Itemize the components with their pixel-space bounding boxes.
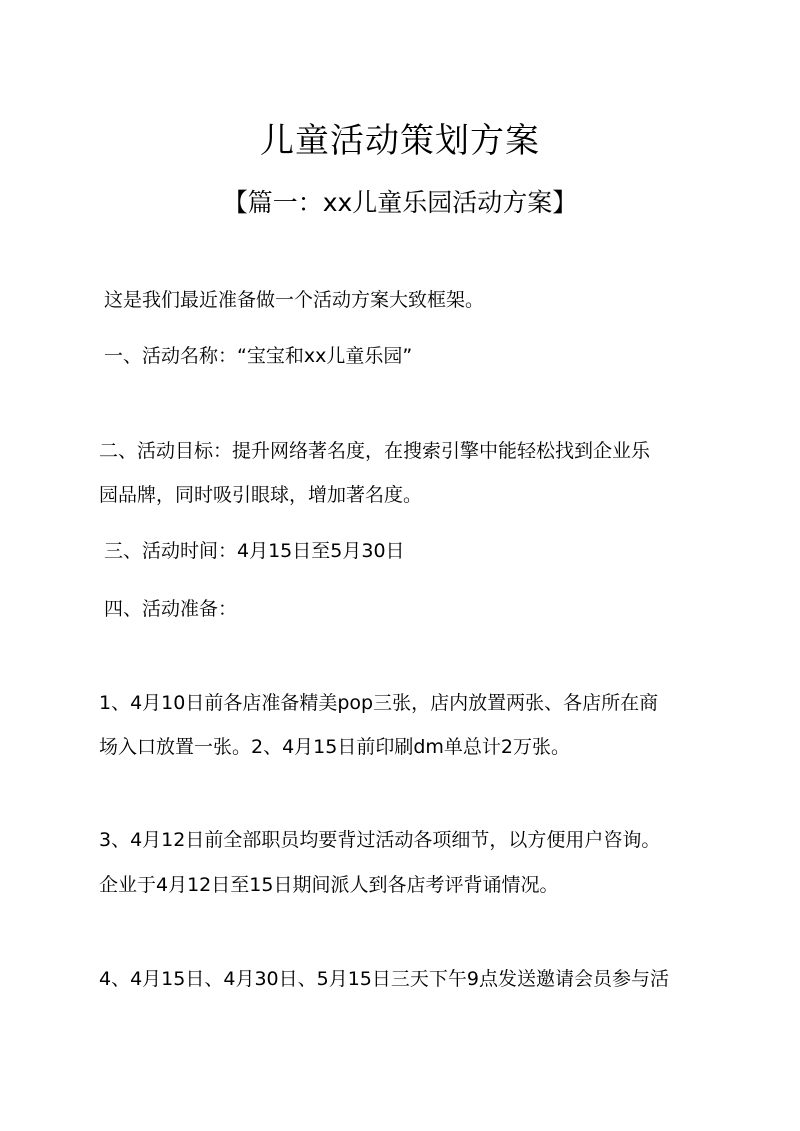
activity-name-line: 一、活动名称：“宝宝和xx儿童乐园” — [104, 345, 413, 367]
document-title: 儿童活动策划方案 — [260, 120, 540, 161]
activity-time-line: 三、活动时间：4月15日至5月30日 — [104, 540, 405, 562]
prep-item-1-line-2: 场入口放置一张。2、4月15日前印刷dm单总计2万张。 — [99, 736, 571, 758]
prep-item-3-line-1: 3、4月12日前全部职员均要背过活动各项细节，以方便用户咨询。 — [99, 829, 661, 851]
activity-prep-heading: 四、活动准备： — [104, 598, 238, 620]
prep-item-1-line-1: 1、4月10日前各店准备精美pop三张，店内放置两张、各店所在商 — [99, 692, 659, 714]
activity-goal-line-1: 二、活动目标：提升网络著名度，在搜索引擎中能轻松找到企业乐 — [99, 440, 651, 462]
document-subtitle: 【篇一：xx儿童乐园活动方案】 — [222, 188, 578, 217]
prep-item-3-line-2: 企业于4月12日至15日期间派人到各店考评背诵情况。 — [99, 874, 559, 896]
intro-paragraph: 这是我们最近准备做一个活动方案大致框架。 — [104, 289, 485, 311]
activity-goal-line-2: 园品牌，同时吸引眼球，增加著名度。 — [99, 484, 423, 506]
prep-item-4-line-1: 4、4月15日、4月30日、5月15日三天下午9点发送邀请会员参与活 — [99, 968, 669, 990]
